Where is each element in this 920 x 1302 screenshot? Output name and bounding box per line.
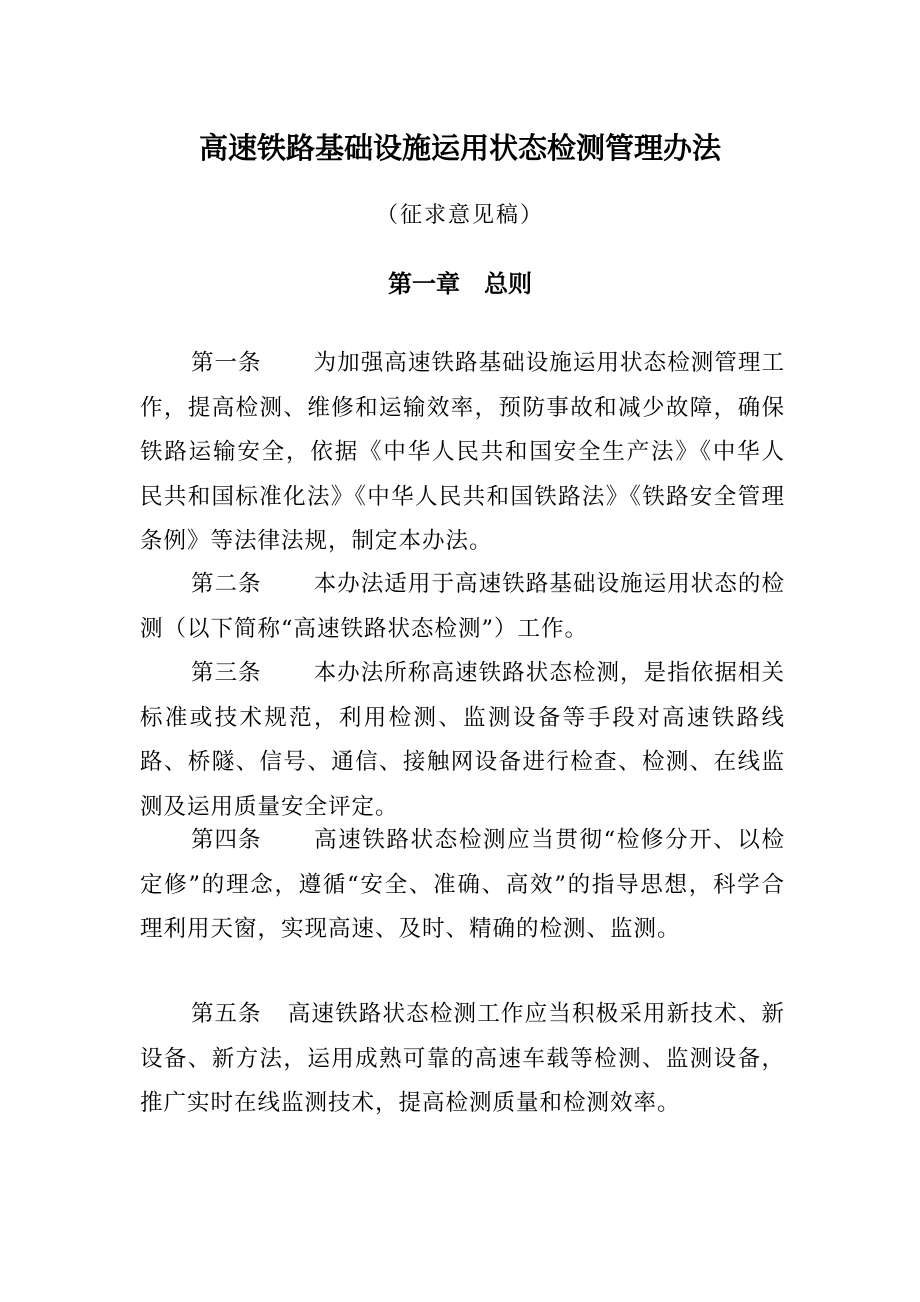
article-number: 第一条 [191,350,262,376]
chapter-heading: 第一章 总则 [388,269,532,298]
article-text: 本办法适用于高速铁路基础设施运用状态的检测（以下简称“高速铁路状态检测”）工作。 [140,571,785,642]
article-paragraph [140,818,785,952]
document-title: 高速铁路基础设施运用状态检测管理办法 [198,131,721,165]
article-text: 高速铁路状态检测工作应当积极采用新技术、新设备、新方法，运用成熟可靠的高速车载等检测、监测设备，推广实时在线监测技术，提高检测质量和检测效率。 [140,1001,785,1116]
article-number: 第四条 [191,827,262,853]
article-text: 本办法所称高速铁路状态检测，是指依据相关标准或技术规范，利用检测、监测设备等手段对高速铁路线路、桥隧、信号、通信、接触网设备进行检查、检测、在线监测及运用质量安全评定。 [140,660,785,820]
article-paragraph [140,341,785,564]
document-subtitle: （征求意见稿） [375,203,544,228]
article-paragraph [140,992,785,1126]
article-paragraph [140,562,785,651]
article-text: 为加强高速铁路基础设施运用状态检测管理工作，提高检测、维修和运输效率，预防事故和减少故障，确保铁路运输安全，依据《中华人民共和国安全生产法》《中华人民共和国标准化法》《中华人民共和国铁路法》《铁路安全管理条例》等法律法规，制定本办法。 [140,350,785,554]
article-number: 第三条 [191,660,262,686]
article-paragraph [140,651,785,829]
article-number: 第五条 [191,1001,262,1027]
article-number: 第二条 [191,571,262,597]
article-text: 高速铁路状态检测应当贯彻“检修分开、以检定修”的理念，遵循“安全、准确、高效”的指导思想，科学合理利用天窗，实现高速、及时、精确的检测、监测。 [140,827,785,942]
